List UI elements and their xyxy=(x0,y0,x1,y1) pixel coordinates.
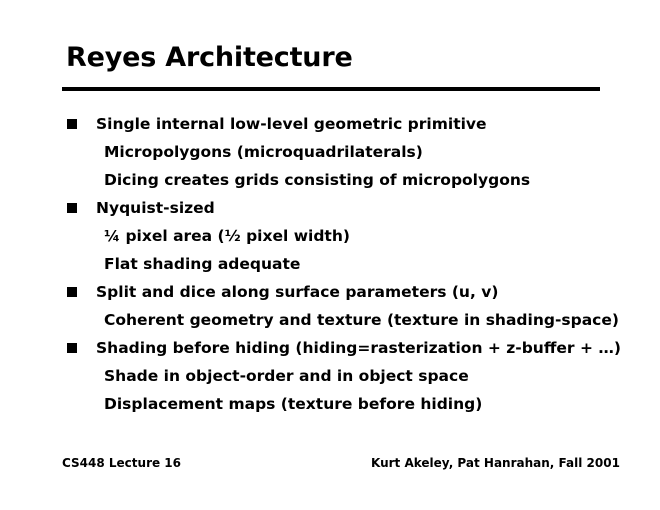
sub-bullet-text: Flat shading adequate xyxy=(104,255,301,273)
bullet-text: Single internal low-level geometric primitive xyxy=(96,115,487,133)
footer-authors: Kurt Akeley, Pat Hanrahan, Fall 2001 xyxy=(371,456,620,470)
bullet-square-icon xyxy=(67,203,77,213)
sub-bullet-text: ¼ pixel area (½ pixel width) xyxy=(104,227,350,245)
footer-course: CS448 Lecture 16 xyxy=(62,456,182,470)
slide-title: Reyes Architecture xyxy=(66,42,353,73)
bullet-square-icon xyxy=(67,119,77,129)
sub-bullet-text: Displacement maps (texture before hiding) xyxy=(104,395,483,413)
bullet-square-icon xyxy=(67,287,77,297)
sub-bullet-text: Coherent geometry and texture (texture in shading-space) xyxy=(104,311,619,329)
bullet-text: Shading before hiding (hiding=rasterization + z-buffer + …) xyxy=(96,339,621,357)
sub-bullet-text: Shade in object-order and in object space xyxy=(104,367,469,385)
bullet-square-icon xyxy=(67,343,77,353)
sub-bullet-text: Micropolygons (microquadrilaterals) xyxy=(104,143,423,161)
bullet-text: Nyquist-sized xyxy=(96,199,215,217)
title-rule xyxy=(62,87,600,91)
sub-bullet-text: Dicing creates grids consisting of micropolygons xyxy=(104,171,531,189)
bullet-text: Split and dice along surface parameters (u, v) xyxy=(96,283,499,301)
